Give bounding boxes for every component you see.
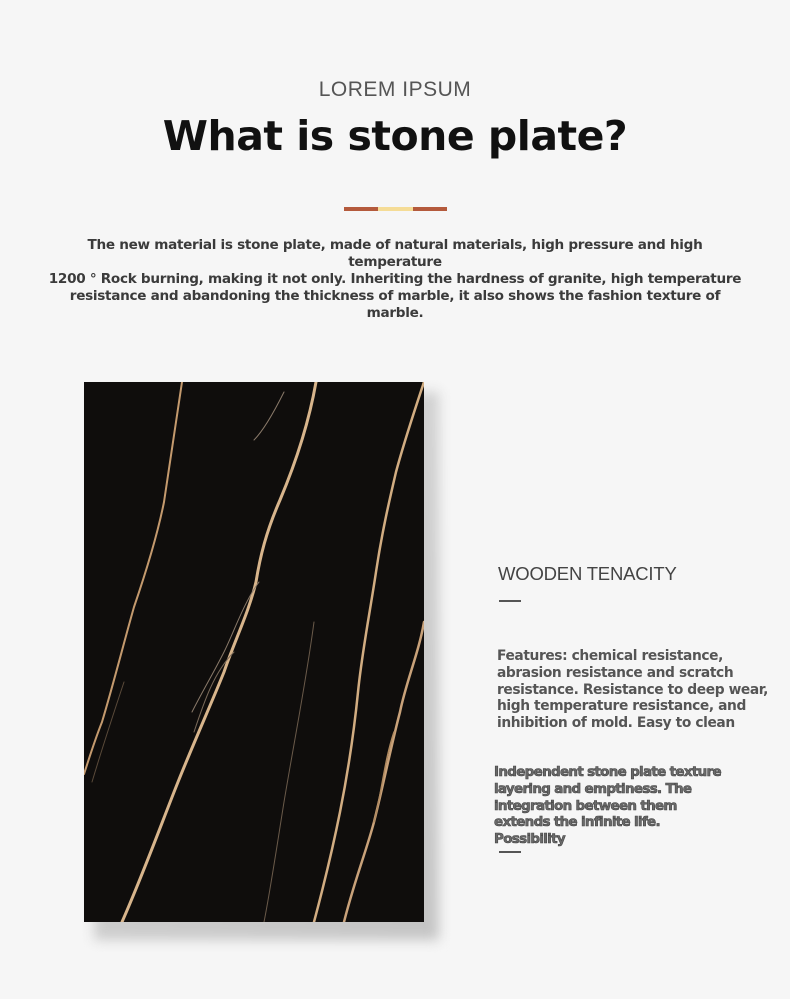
features-line: abrasion resistance and scratch [497,664,734,681]
texture-paragraph [494,764,744,848]
texture-line: extends the infinite life. [494,814,660,831]
texture-dash [499,851,521,853]
features-paragraph [497,648,777,732]
features-line: resistance. Resistance to deep wear, [497,681,769,698]
vein [84,382,182,774]
marble-veins [84,382,424,922]
page-title: What is stone plate? [162,112,628,160]
vein [254,392,284,440]
texture-line: integration between them [494,797,677,814]
marble-slab [84,382,424,922]
section-title: WOODEN TENACITY [498,563,677,584]
section-title-dash [499,600,521,602]
features-line: Features: chemical resistance, [497,648,723,664]
intro-line: resistance and abandoning the thickness of marble, it also shows the fashion texture of marble. [69,288,721,321]
vein [92,682,124,782]
intro-paragraph [40,237,750,322]
intro-line: 1200 ° Rock burning, making it not only. Inheriting the hardness of granite, high temperature [48,271,742,287]
vein [264,622,314,922]
intro-line: The new material is stone plate, made of natural materials, high pressure and high temperature [87,237,703,270]
texture-line: layering and emptiness. The [494,780,692,797]
features-line: high temperature resistance, and [497,698,746,715]
divider-segment-left [344,207,378,211]
title-divider [344,207,447,211]
divider-segment-right [413,207,447,211]
eyebrow-label: LOREM IPSUM [318,78,472,101]
product-image [84,382,424,922]
divider-segment-middle [378,207,413,211]
texture-line: Possibility [494,831,565,848]
texture-line: Independent stone plate texture [494,764,721,780]
vein [122,382,316,922]
features-line: inhibition of mold. Easy to clean [497,715,735,732]
